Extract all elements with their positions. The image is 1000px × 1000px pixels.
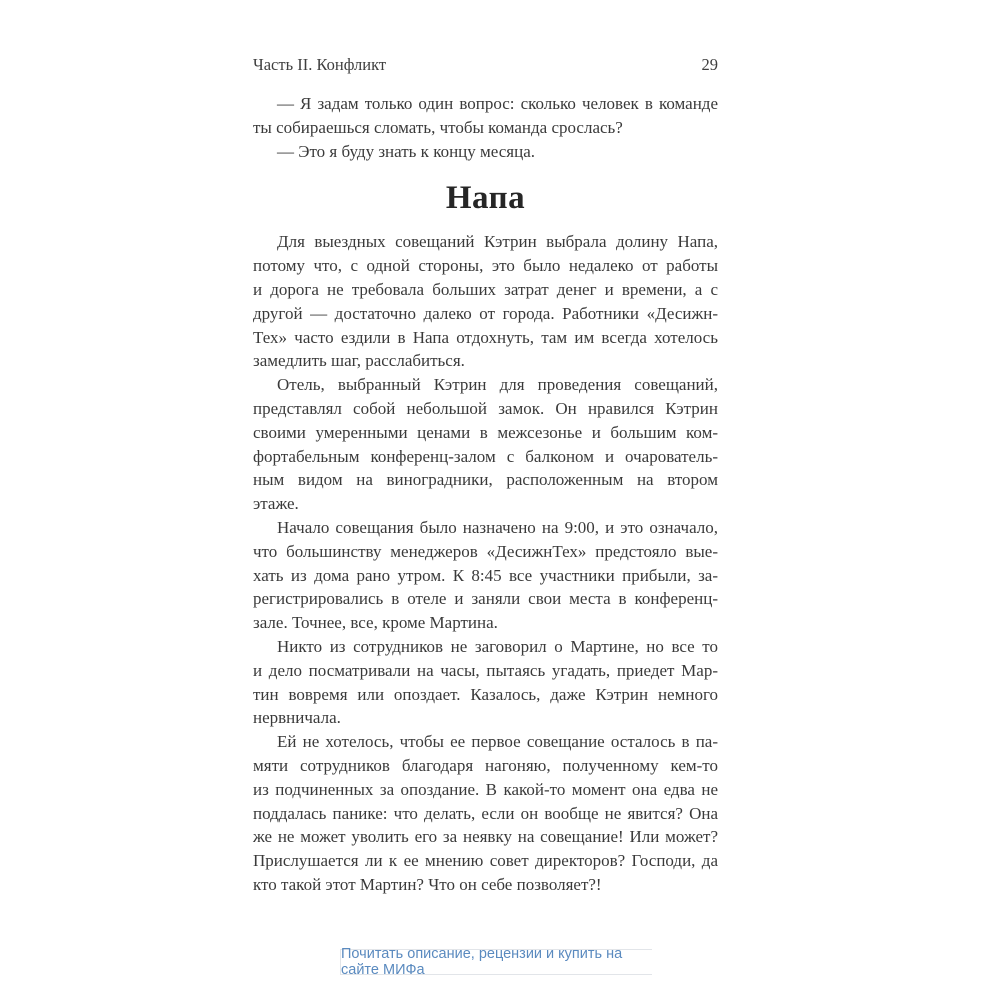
text-line: — Это я буду знать к концу месяца. xyxy=(277,141,536,161)
text-line: Тех» часто ездили в Напа отдохнуть, там им всегда хотелось xyxy=(253,327,718,347)
text-line: своими умеренными ценами в межсезонье и большим ком- xyxy=(253,422,718,442)
text-line: что большинству менеджеров «ДесижнТех» предстояло вые- xyxy=(253,541,718,561)
text-line: представлял собой небольшой замок. Он нравился Кэтрин xyxy=(253,398,718,418)
text-line: регистрировались в отеле и заняли свои места в конференц- xyxy=(253,589,718,609)
text-line: Прислушается ли к ее мнению совет директоров? Господи, да xyxy=(253,851,718,871)
text-line: и дело посматривали на часы, пытаясь угадать, приедет Мар- xyxy=(253,660,718,680)
paragraph xyxy=(253,92,718,140)
text-line: тин вовремя или опоздает. Казалось, даже Кэтрин немного xyxy=(253,684,718,704)
text-line: Никто из сотрудников не заговорил о Мартине, но все то xyxy=(277,636,718,656)
text-line: этаже. xyxy=(253,494,299,514)
chapter-title: Напа xyxy=(445,180,526,217)
paragraph xyxy=(253,373,718,516)
paragraph xyxy=(253,635,718,730)
buy-link-banner[interactable] xyxy=(340,946,652,978)
text-line: кто такой этот Мартин? Что он себе позволяет?! xyxy=(253,874,602,894)
text-line: ным видом на виноградники, расположенным на втором xyxy=(253,470,718,490)
text-line: Для выездных совещаний Кэтрин выбрала долину Напа, xyxy=(277,232,718,252)
paragraph xyxy=(253,140,718,164)
page-header xyxy=(253,55,718,75)
text-line: поддалась панике: что делать, если он вообще не явится? Она xyxy=(253,803,718,823)
page-number: 29 xyxy=(701,55,718,74)
text-line: нервничала. xyxy=(253,708,341,728)
chapter-text xyxy=(253,230,718,896)
text-line: Ей не хотелось, чтобы ее первое совещание осталось в па- xyxy=(277,732,718,752)
text-line: потому что, с одной стороны, это было недалеко от работы xyxy=(253,256,718,276)
text-line: мяти сотрудников благодаря нагоняю, полученному кем-то xyxy=(253,755,718,775)
text-line: — Я задам только один вопрос: сколько человек в команде xyxy=(277,94,718,113)
text-line: хать из дома рано утром. К 8:45 все участники прибыли, за- xyxy=(253,565,718,585)
text-line: другой — достаточно далеко от города. Работники «Десижн- xyxy=(253,303,718,323)
buy-link-label: Почитать описание, рецензии и купить на сайте МИФа xyxy=(341,946,623,978)
text-line: замедлить шаг, расслабиться. xyxy=(253,351,465,371)
text-line: и дорога не требовала больших затрат денег и времени, а с xyxy=(253,279,718,299)
text-line: из подчиненных за опоздание. В какой-то момент она едва не xyxy=(253,779,718,799)
text-line: зале. Точнее, все, кроме Мартина. xyxy=(253,613,498,633)
text-line: фортабельным конференц-залом с балконом и очарователь- xyxy=(253,446,718,466)
text-line: Начало совещания было назначено на 9:00, и это означало, xyxy=(277,517,718,537)
text-line: ты собираешься сломать, чтобы команда срослась? xyxy=(253,117,623,137)
paragraph xyxy=(253,230,718,373)
text-line: Отель, выбранный Кэтрин для проведения совещаний, xyxy=(277,375,718,395)
book-page xyxy=(253,0,718,897)
pre-title-text xyxy=(253,92,718,163)
running-title: Часть II. Конфликт xyxy=(253,55,387,74)
paragraph xyxy=(253,516,718,635)
text-line: же не может уволить его за неявку на совещание! Или может? xyxy=(253,827,718,847)
paragraph xyxy=(253,730,718,897)
